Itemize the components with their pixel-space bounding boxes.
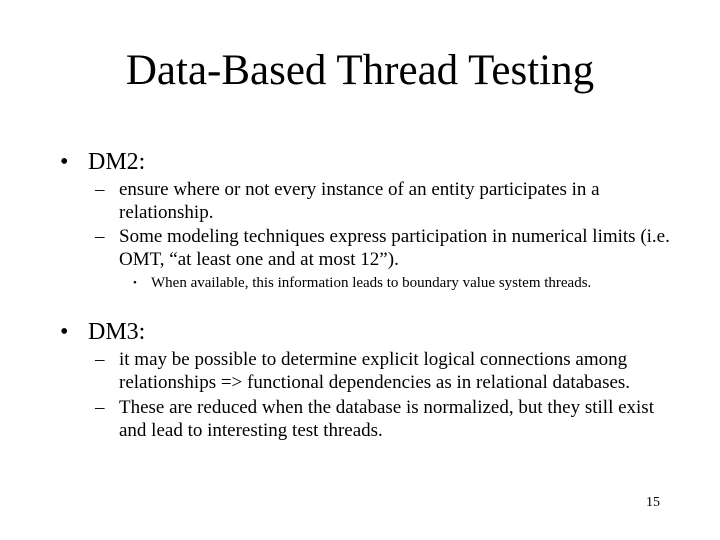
bullet-mark: •: [133, 277, 137, 289]
sub-bullet-text: Some modeling techniques express participation in numerical limits (i.e. OMT, “at least one and at most 12”).: [119, 226, 670, 270]
bullet-label-dm2: DM2:: [88, 149, 146, 175]
bullet-mark: •: [60, 149, 69, 175]
sub-bullet-text: ensure where or not every instance of an entity participates in a relationship.: [119, 179, 600, 223]
sub-sub-bullet-text: When available, this information leads to boundary value system threads.: [151, 275, 592, 291]
sub-bullet-text: it may be possible to determine explicit logical connections among relationships => functional dependencies as in relational databases.: [119, 349, 631, 393]
sub-bullet-text: These are reduced when the database is normalized, but they still exist and lead to interesting test threads.: [119, 397, 654, 441]
bullet-label-dm3: DM3:: [88, 319, 146, 345]
slide-title: Data-Based Thread Testing: [125, 47, 595, 94]
dash-mark: –: [95, 179, 105, 200]
page-number: 15: [646, 495, 660, 510]
dash-mark: –: [95, 226, 105, 247]
dash-mark: –: [95, 397, 105, 418]
dash-mark: –: [95, 349, 105, 370]
bullet-mark: •: [60, 319, 69, 345]
